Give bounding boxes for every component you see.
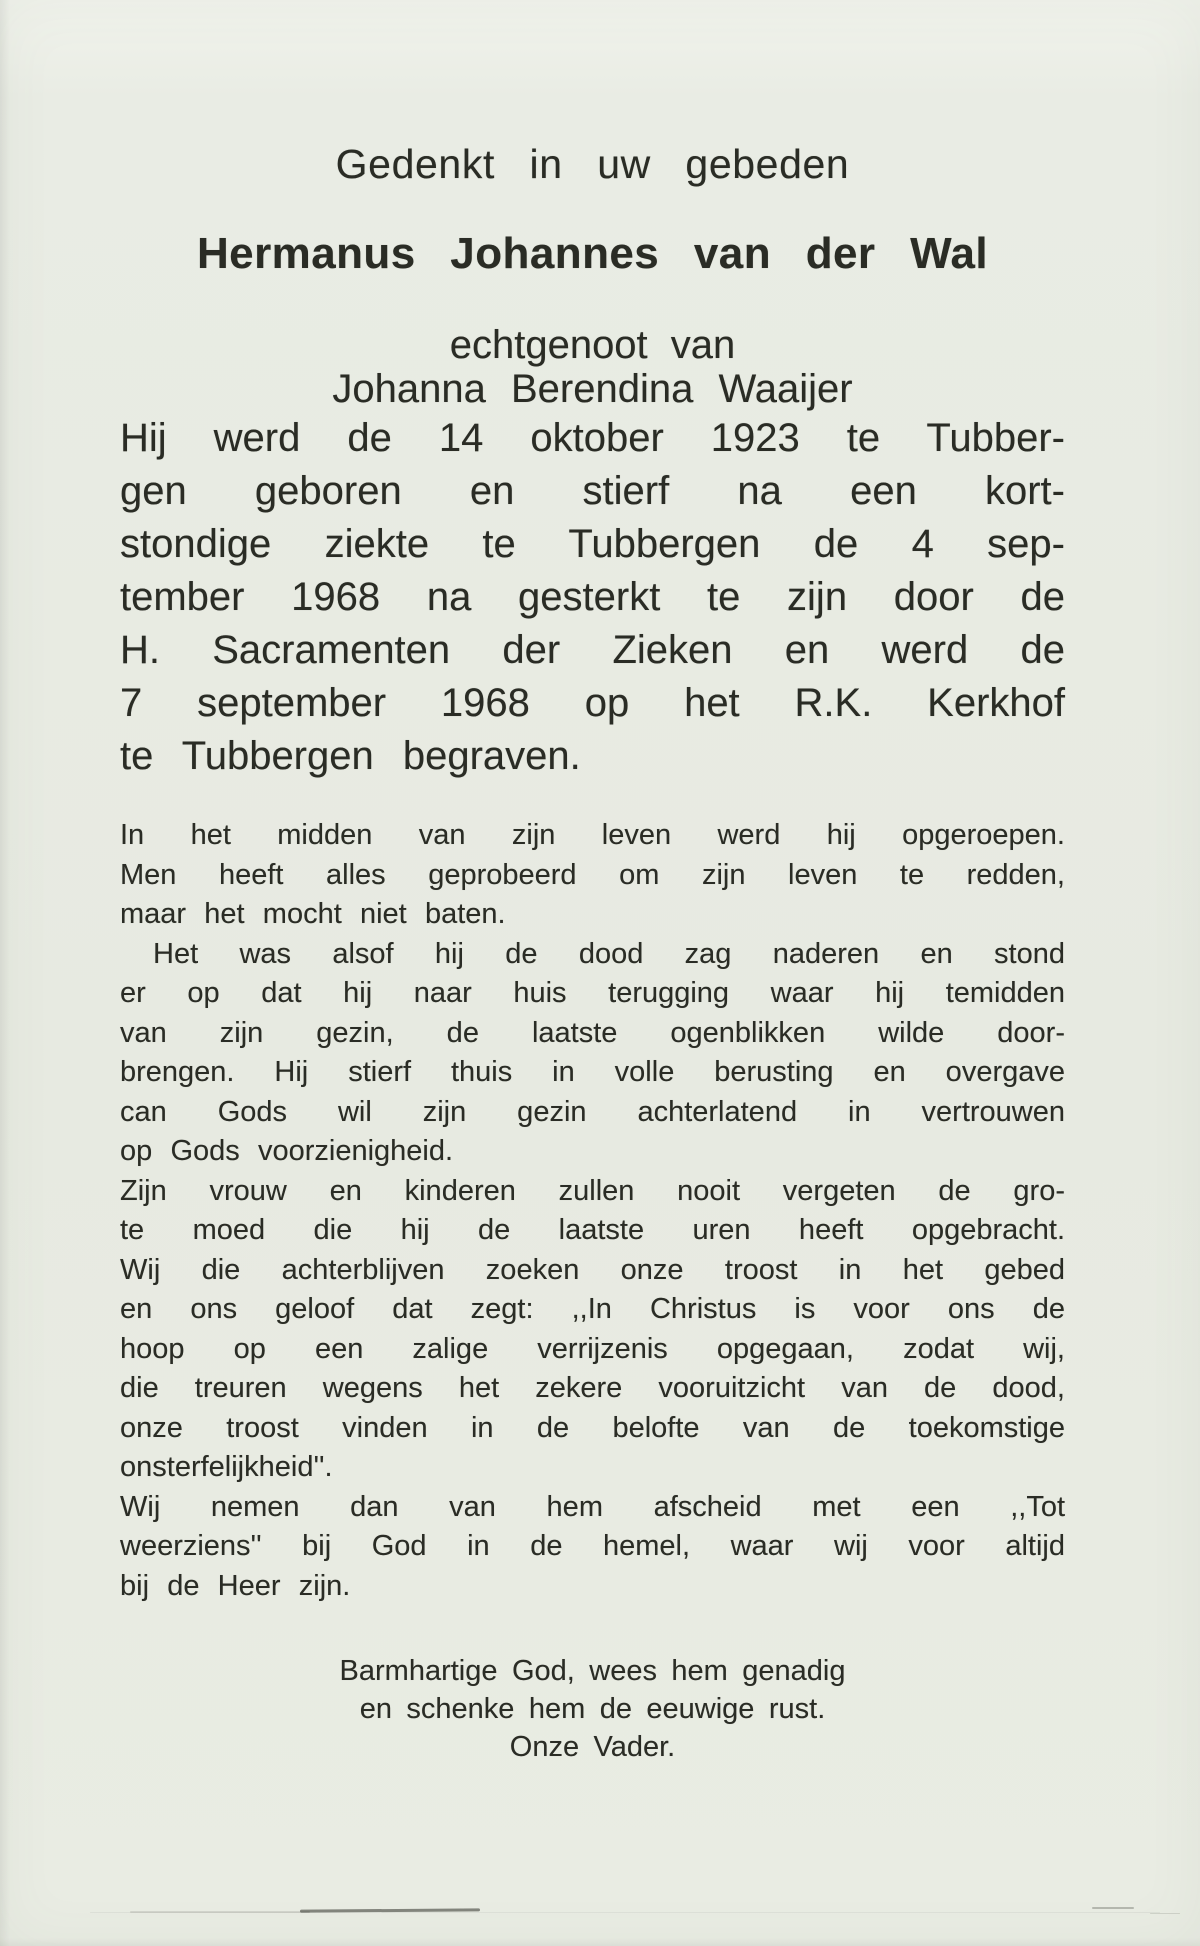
memorial-text: [120, 816, 1065, 1606]
biography-line: stondige ziekte te Tubbergen de 4 sep-: [120, 522, 1065, 566]
memorial-line: bij de Heer zijn.: [120, 1569, 351, 1602]
biography-paragraph: [120, 412, 1065, 783]
memorial-line: onsterfelijkheid''.: [120, 1451, 333, 1483]
spouse-name: Johanna Berendina Waaijer: [332, 367, 853, 411]
biography-line: tember 1968 na gesterkt te zijn door de: [120, 575, 1065, 619]
prayer-line: en schenke hem de eeuwige rust.: [359, 1693, 826, 1725]
memorial-line: onze troost vinden in de belofte van de toekomstige: [120, 1411, 1065, 1444]
memorial-line: Het was alsof hij de dood zag naderen en stond: [153, 937, 1065, 970]
memorial-line: die treuren wegens het zekere vooruitzicht van de dood,: [120, 1372, 1065, 1404]
paper-crease: [0, 1904, 1200, 1918]
memorial-line: brengen. Hij stierf thuis in volle berusting en overgave: [120, 1056, 1065, 1088]
memorial-line: can Gods wil zijn gezin achterlatend in vertrouwen: [120, 1095, 1065, 1128]
invocation-line: Gedenkt in uw gebeden: [335, 141, 850, 187]
closing-prayer: [120, 1652, 1065, 1766]
memorial-line: van zijn gezin, de laatste ogenblikken wilde door-: [120, 1016, 1065, 1049]
memorial-line: Wij die achterblijven zoeken onze troost in het gebed: [120, 1253, 1065, 1286]
memorial-line: en ons geloof dat zegt: ,,In Christus is voor ons de: [120, 1293, 1065, 1325]
biography-line: gen geboren en stierf na een kort-: [120, 469, 1065, 513]
biography-line: H. Sacramenten der Zieken en werd de: [120, 628, 1065, 672]
memorial-line: Zijn vrouw en kinderen zullen nooit vergeten de gro-: [120, 1174, 1065, 1207]
memorial-line: Wij nemen dan van hem afscheid met een ,,Tot: [120, 1490, 1065, 1523]
memorial-line: weerziens'' bij God in de hemel, waar wij voor altijd: [120, 1530, 1065, 1562]
biography-line: 7 september 1968 op het R.K. Kerkhof: [120, 681, 1065, 725]
relation-line: echtgenoot van: [449, 323, 736, 367]
memorial-line: op Gods voorzienigheid.: [120, 1135, 454, 1167]
deceased-name: Hermanus Johannes van der Wal: [196, 229, 989, 278]
memorial-line: maar het mocht niet baten.: [120, 898, 506, 930]
memorial-line: Men heeft alles geprobeerd om zijn leven te redden,: [120, 858, 1065, 891]
crease-mark: [1092, 1907, 1134, 1909]
prayer-line: Onze Vader.: [509, 1731, 676, 1763]
crease-mark: [1150, 1913, 1180, 1914]
memorial-line: In het midden van zijn leven werd hij opgeroepen.: [120, 819, 1065, 851]
prayer-line: Barmhartige God, wees hem genadig: [339, 1655, 846, 1687]
memorial-line: hoop op een zalige verrijzenis opgegaan, zodat wij,: [120, 1332, 1065, 1365]
memorial-line: er op dat hij naar huis terugging waar hij temidden: [120, 977, 1065, 1009]
memorial-line: te moed die hij de laatste uren heeft opgebracht.: [120, 1214, 1065, 1246]
biography-line: Hij werd de 14 oktober 1923 te Tubber-: [120, 416, 1065, 460]
biography-line: te Tubbergen begraven.: [120, 734, 581, 778]
crease-mark: [130, 1911, 310, 1913]
